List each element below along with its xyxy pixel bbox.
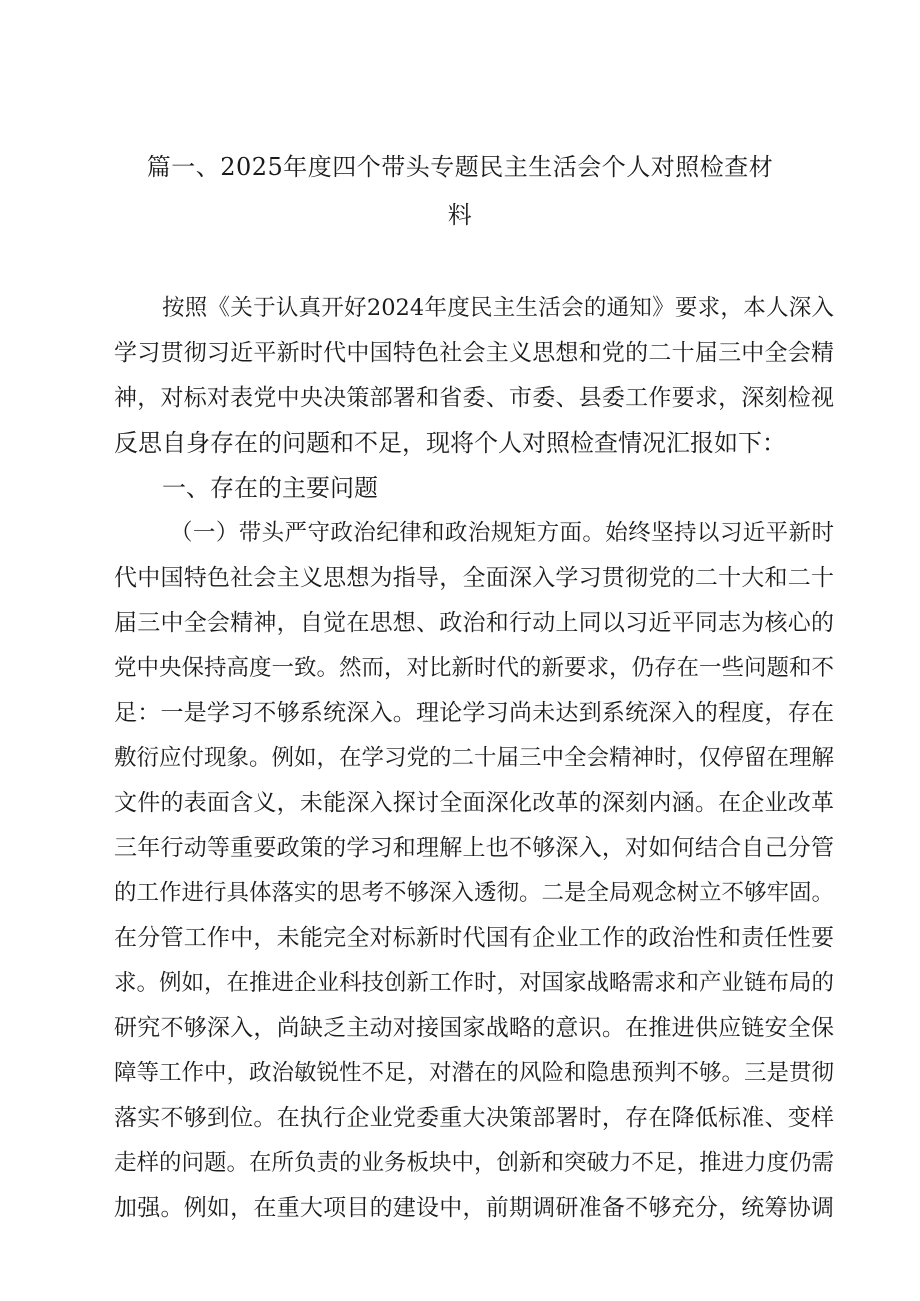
document-title-line-1: 篇一、2025年度四个带头专题民主生活会个人对照检查材 (146, 153, 774, 181)
paragraph-line: 文件的表面含义，未能深入探讨全面深化改革的深刻内涵。在企业改革 (114, 790, 834, 816)
paragraph-line: 届三中全会精神，自觉在思想、政治和行动上同以习近平同志为核心的 (114, 610, 834, 636)
paragraph-line: 求。例如，在推进企业科技创新工作时，对国家战略需求和产业链布局的 (114, 970, 835, 996)
paragraph-line: 障等工作中，政治敏锐性不足，对潜在的风险和隐患预判不够。三是贯彻 (114, 1060, 835, 1086)
paragraph-line: 代中国特色社会主义思想为指导，全面深入学习贯彻党的二十大和二十 (114, 565, 834, 591)
paragraph-line: 学习贯彻习近平新时代中国特色社会主义思想和党的二十届三中全会精 (114, 340, 834, 366)
document-body (114, 286, 834, 1231)
paragraph-line: 反思自身存在的问题和不足，现将个人对照检查情况汇报如下： (114, 429, 786, 457)
paragraph-line: 研究不够深入，尚缺乏主动对接国家战略的意识。在推进供应链安全保 (114, 1015, 834, 1041)
paragraph-line: 党中央保持高度一致。然而，对比新时代的新要求，仍存在一些问题和不 (114, 655, 835, 681)
paragraph-line: 加强。例如，在重大项目的建设中，前期调研准备不够充分，统筹协调 (114, 1195, 834, 1221)
paragraph-line: 走样的问题。在所负责的业务板块中，创新和突破力不足，推进力度仍需 (114, 1150, 835, 1176)
paragraph-line: 落实不够到位。在执行企业党委重大决策部署时，存在降低标准、变样 (114, 1105, 834, 1131)
section-heading: 一、存在的主要问题 (162, 474, 378, 502)
document-title-line-2: 料 (447, 201, 473, 229)
paragraph-line: 按照《关于认真开好2024年度民主生活会的通知》要求，本人深入 (162, 295, 834, 321)
paragraph-line: （一）带头严守政治纪律和政治规矩方面。始终坚持以习近平新时 (170, 520, 834, 546)
paragraph-line: 在分管工作中，未能完全对标新时代国有企业工作的政治性和责任性要 (114, 925, 834, 951)
paragraph-line: 足：一是学习不够系统深入。理论学习尚未达到系统深入的程度，存在 (114, 700, 834, 726)
paragraph-line: 三年行动等重要政策的学习和理解上也不够深入，对如何结合自己分管 (114, 835, 834, 861)
paragraph-line: 敷衍应付现象。例如，在学习党的二十届三中全会精神时，仅停留在理解 (114, 745, 835, 771)
paragraph-line: 的工作进行具体落实的思考不够深入透彻。二是全局观念树立不够牢固。 (114, 880, 835, 906)
paragraph-line: 神，对标对表党中央决策部署和省委、市委、县委工作要求，深刻检视 (114, 385, 834, 411)
